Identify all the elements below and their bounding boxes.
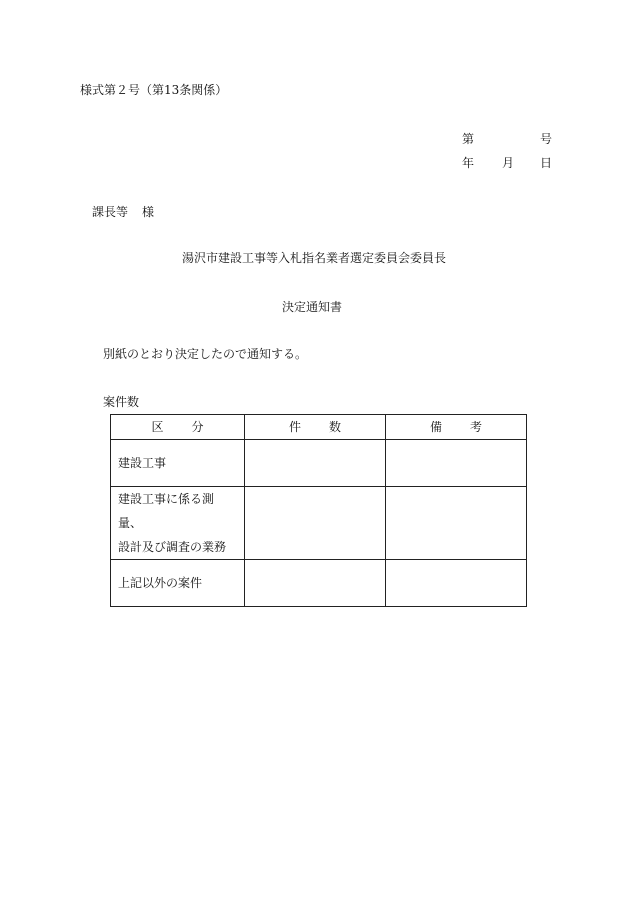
remarks-cell	[386, 487, 527, 560]
sender-title: 湯沢市建設工事等入札指名業者選定委員会委員長	[182, 251, 447, 265]
header-remarks	[386, 415, 527, 440]
category-line-1: 建設工事に係る測量、	[118, 492, 215, 530]
category-line-1: 建設工事	[118, 456, 167, 470]
date-day-label: 日	[540, 156, 553, 170]
date-month-label: 月	[502, 156, 515, 170]
count-cell	[245, 487, 386, 560]
addressee-name: 課長等	[92, 205, 129, 219]
category-line-1: 上記以外の案件	[118, 576, 203, 590]
addressee	[92, 204, 154, 220]
header-category-char-2: 分	[191, 420, 204, 434]
header-count-char-1: 件	[288, 420, 301, 434]
count-cell	[245, 560, 386, 607]
category-cell	[111, 560, 245, 607]
count-cell	[245, 440, 386, 487]
body-text: 別紙のとおり決定したので通知する。	[103, 347, 308, 361]
date-year-label: 年	[462, 156, 475, 170]
table-caption: 案件数	[103, 395, 140, 409]
addressee-honorific: 様	[142, 205, 155, 219]
table-row	[111, 560, 527, 607]
header-category-char-1: 区	[151, 420, 164, 434]
header-count	[245, 415, 386, 440]
header-count-char-2: 数	[329, 420, 342, 434]
category-cell	[111, 487, 245, 560]
remarks-cell	[386, 560, 527, 607]
form-number-label: 様式第２号（第13条関係）	[80, 83, 228, 97]
header-remarks-char-1: 備	[429, 420, 442, 434]
table-row	[111, 440, 527, 487]
category-line-2: 設計及び調査の業務	[118, 540, 227, 554]
table-header-row	[111, 415, 527, 440]
table-row	[111, 487, 527, 560]
document-number-suffix: 号	[540, 132, 553, 146]
header-category	[111, 415, 245, 440]
remarks-cell	[386, 440, 527, 487]
category-cell	[111, 440, 245, 487]
document-number-prefix: 第	[462, 132, 475, 146]
header-remarks-char-2: 考	[470, 420, 483, 434]
case-count-table	[110, 414, 527, 607]
document-title: 決定通知書	[282, 300, 343, 314]
